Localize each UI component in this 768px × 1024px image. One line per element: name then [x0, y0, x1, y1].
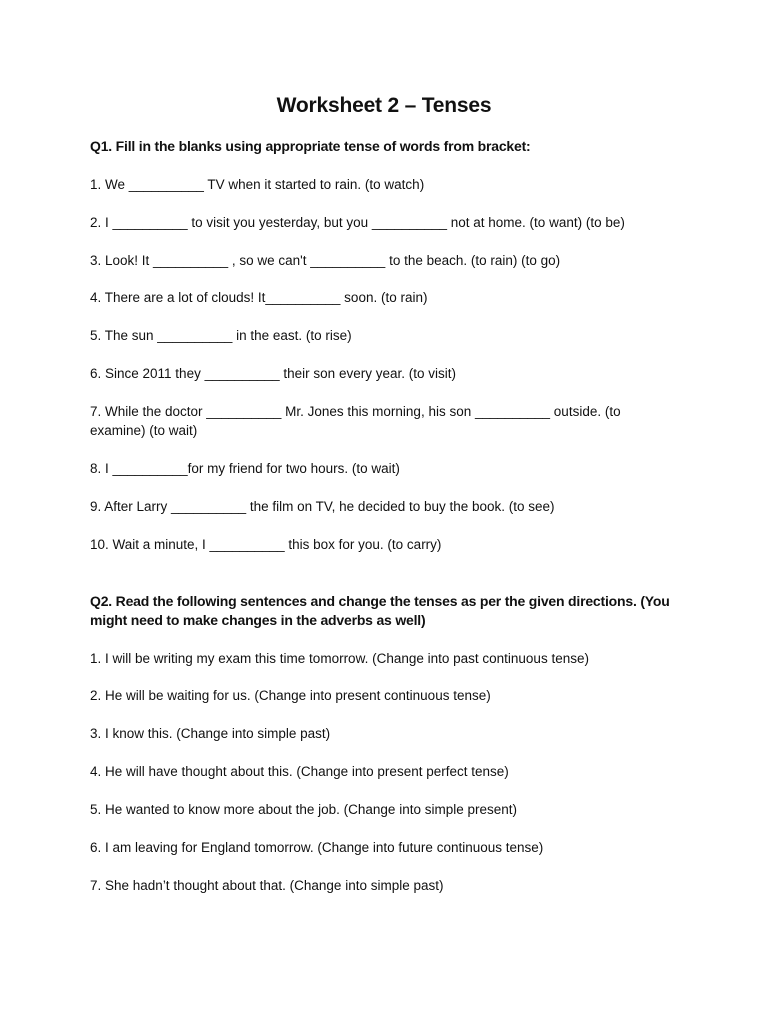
q1-item-3: 3. Look! It __________ , so we can't __________ to the beach. (to rain) (to go)	[90, 253, 561, 268]
q1-heading: Q1. Fill in the blanks using appropriate tense of words from bracket:	[90, 138, 531, 154]
q2-item-5: 5. He wanted to know more about the job. (Change into simple present)	[90, 802, 517, 817]
q1-item-7: 7. While the doctor __________ Mr. Jones this morning, his son __________ outside. (to examine) (to wait)	[90, 404, 621, 438]
q1-item-5: 5. The sun __________ in the east. (to rise)	[90, 328, 352, 343]
q2-item-4: 4. He will have thought about this. (Change into present perfect tense)	[90, 764, 509, 779]
q2-heading: Q2. Read the following sentences and change the tenses as per the given directions. (You might need to make changes in the adverbs as well)	[90, 593, 670, 628]
page-title: Worksheet 2 – Tenses	[276, 94, 492, 117]
q2-item-3: 3. I know this. (Change into simple past)	[90, 726, 331, 741]
q1-item-8: 8. I __________for my friend for two hours. (to wait)	[90, 461, 400, 476]
q1-item-6: 6. Since 2011 they __________ their son every year. (to visit)	[90, 366, 456, 381]
q1-item-4: 4. There are a lot of clouds! It__________ soon. (to rain)	[90, 290, 428, 305]
q1-item-10: 10. Wait a minute, I __________ this box for you. (to carry)	[90, 537, 442, 552]
q2-item-6: 6. I am leaving for England tomorrow. (Change into future continuous tense)	[90, 840, 544, 855]
q2-item-7: 7. She hadn’t thought about that. (Change into simple past)	[90, 878, 444, 893]
q2-item-1: 1. I will be writing my exam this time tomorrow. (Change into past continuous tense)	[90, 651, 589, 666]
q1-item-9: 9. After Larry __________ the film on TV, he decided to buy the book. (to see)	[90, 499, 555, 514]
q2-item-2: 2. He will be waiting for us. (Change into present continuous tense)	[90, 688, 491, 703]
q1-item-1: 1. We __________ TV when it started to rain. (to watch)	[90, 177, 425, 192]
q1-item-2: 2. I __________ to visit you yesterday, but you __________ not at home. (to want) (to be)	[90, 215, 625, 230]
